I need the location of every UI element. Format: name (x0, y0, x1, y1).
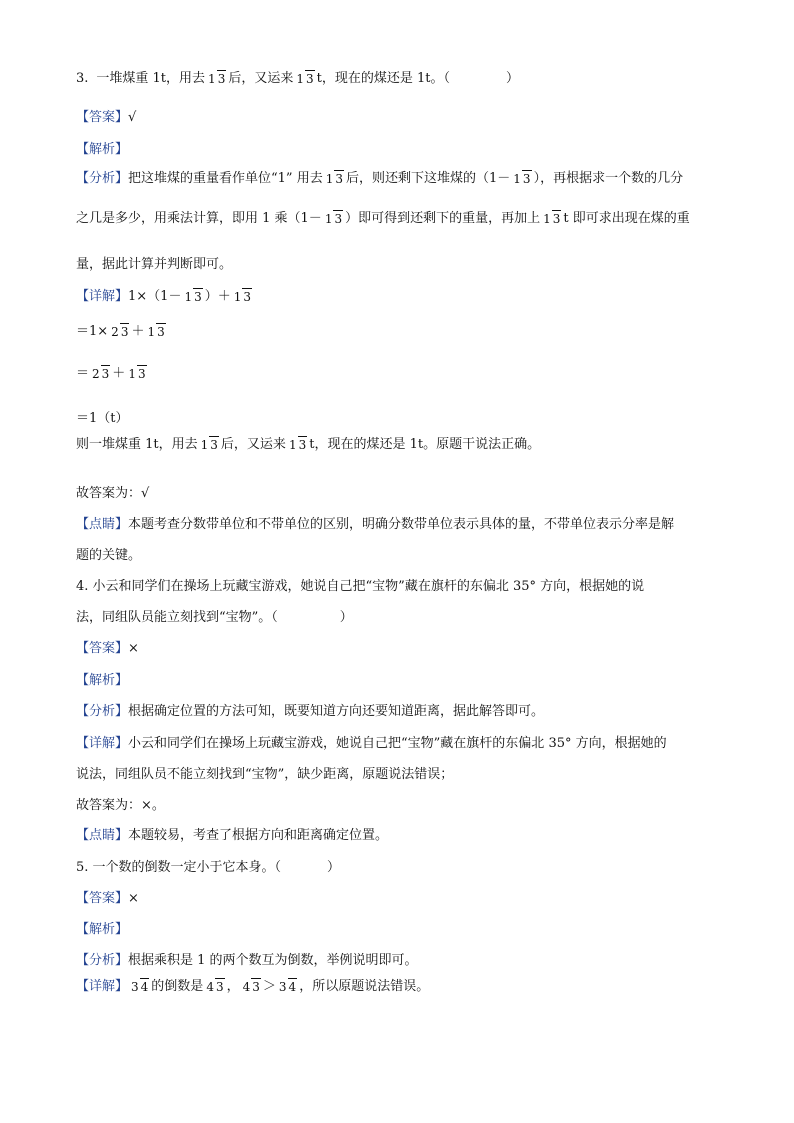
q3-dianjing-line1: 【点睛】 本题考查分数带单位和不带单位的区别，明确分数带单位表示具体的量，不带单位表示分率是解 (76, 517, 675, 532)
fraction: 1 3 (324, 211, 343, 226)
dianjing-label: 【点睛】 (76, 517, 129, 532)
q3-analysis-line1: 【分析】 把这堆煤的重量看作单位“1” 用去 1 3 后，则还剩下这堆煤的（1－ 1 3 ），再根据求一个数的几分 (76, 171, 684, 186)
fraction: 1 3 (184, 289, 202, 304)
q4-analysis: 【分析】 根据确定位置的方法可知，既要知道方向还要知道距离，据此解答即可。 (76, 704, 545, 719)
answer-label: 【答案】 (76, 110, 129, 125)
fraction: 1 3 (208, 71, 226, 86)
q4-question-line1: 4. 小云和同学们在操场上玩藏宝游戏，她说自己把“宝物”藏在旗杆的东偏北 35° 方向，根据她的说 (76, 579, 645, 594)
q4-answer (76, 642, 139, 655)
detail-label: 【详解】 (76, 979, 129, 994)
q5-detail: 【详解】 3 4 的倒数是 4 3 ， 4 3 ＞ 3 4 ，所以原题说法错误。 (76, 979, 430, 994)
q5-analysis: 【分析】 根据乘积是 1 的两个数互为倒数，举例说明即可。 (76, 953, 418, 968)
analysis-label: 【分析】 (76, 704, 129, 719)
answer-value: × (128, 641, 139, 656)
fraction: 1 3 (325, 171, 343, 186)
fraction: 1 3 (513, 171, 531, 186)
fraction: 1 3 (296, 71, 314, 86)
q3-jiexi (76, 143, 128, 156)
fraction: 1 3 (288, 437, 307, 452)
fraction: 2 3 (111, 324, 129, 339)
q4-detail-line1: 【详解】 小云和同学们在操场上玩藏宝游戏，她说自己把“宝物”藏在旗杆的东偏北 35° 方向，根据她的 (76, 736, 667, 751)
answer-label: 【答案】 (76, 641, 129, 656)
analysis-label: 【分析】 (76, 171, 129, 186)
q3-answer (76, 111, 136, 124)
fraction: 3 4 (131, 979, 149, 994)
fraction: 2 3 (92, 366, 110, 381)
q5-answer (76, 892, 139, 905)
jiexi-label: 【解析】 (76, 142, 129, 157)
q4-jiexi (76, 674, 128, 687)
jiexi-label: 【解析】 (76, 922, 129, 937)
fraction: 3 4 (278, 979, 297, 994)
analysis-label: 【分析】 (76, 953, 129, 968)
detail-label: 【详解】 (76, 289, 129, 304)
question-number: 3. (76, 71, 89, 86)
q5-jiexi (76, 923, 128, 936)
q3-analysis-line3: 量，据此计算并判断即可。 (76, 257, 233, 272)
fraction: 4 3 (206, 979, 224, 994)
jiexi-label: 【解析】 (76, 673, 129, 688)
q3-question: 3. 一堆煤重 1t，用去 1 3 后，又运来 1 3 t，现在的煤还是 1t。（ ） (76, 71, 519, 86)
q3-detail-step1: 【详解】 1×（1－ 1 3 ）＋ 1 3 (76, 289, 252, 304)
fraction: 1 3 (128, 366, 146, 381)
q3-detail-step4: ＝1（t） (76, 411, 129, 426)
q3-analysis-line2: 之几是多少，用乘法计算，即用 1 乘（1－ 1 3 ）即可得到还剩下的重量，再加上 1 3 t 即可求出现在煤的重 (76, 211, 690, 226)
q5-question: 5. 一个数的倒数一定小于它本身。（ ） (76, 860, 341, 875)
answer-value: × (128, 891, 139, 906)
answer-value: √ (128, 110, 137, 125)
q4-final-answer: 故答案为：×。 (76, 798, 165, 813)
fraction: 1 3 (543, 211, 561, 226)
dianjing-label: 【点睛】 (76, 828, 129, 843)
detail-label: 【详解】 (76, 736, 129, 751)
q3-final-answer: 故答案为：√ (76, 486, 150, 501)
q3-detail-step3: ＝ 2 3 ＋ 1 3 (76, 366, 146, 381)
q3-detail-step2: ＝1× 2 3 ＋ 1 3 (76, 324, 165, 339)
fraction: 1 3 (233, 289, 252, 304)
q3-dianjing-line2: 题的关键。 (76, 548, 142, 563)
q4-question-line2: 法，同组队员能立刻找到“宝物”。（ ） (76, 610, 353, 625)
fraction: 4 3 (242, 979, 260, 994)
fraction: 1 3 (147, 324, 165, 339)
q4-detail-line2: 说法，同组队员不能立刻找到“宝物”，缺少距离，原题说法错误； (76, 767, 454, 782)
fraction: 1 3 (200, 437, 218, 452)
answer-label: 【答案】 (76, 891, 129, 906)
q3-detail-conclusion: 则一堆煤重 1t，用去 1 3 后，又运来 1 3 t，现在的煤还是 1t。原题干说法正确。 (76, 437, 541, 452)
q4-dianjing: 【点睛】 本题较易，考查了根据方向和距离确定位置。 (76, 828, 389, 843)
